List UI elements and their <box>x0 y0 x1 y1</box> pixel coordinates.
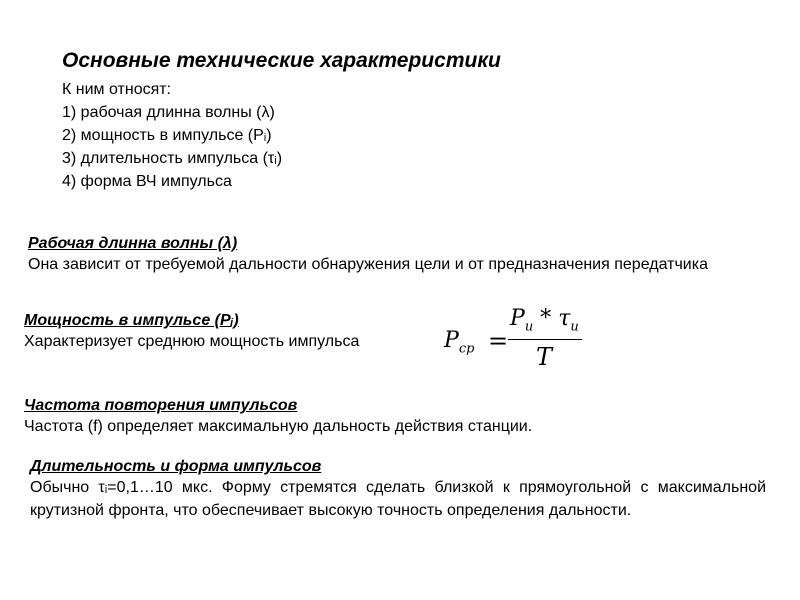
page-title: Основные технические характеристики <box>62 49 501 72</box>
formula-equals: = <box>488 327 509 355</box>
formula-lhs: $P_{ср}$ <box>444 328 475 357</box>
intro-list <box>62 78 282 193</box>
section-text: Она зависит от требуемой дальности обнаружения цели и от предназначения передатчика <box>28 256 708 273</box>
list-item: 3) длительность импульса (τᵢ) <box>62 150 283 167</box>
section-text: Обычно τᵢ=0,1…10 мкс. Форму стремятся сделать близкой к прямоугольной с максимальной крутизной фронта, что обеспечивает высокую точность определения дальности. <box>30 479 766 519</box>
formula-numerator: $P_и * \tau_и$ <box>510 306 579 335</box>
section-heading: Мощность в импульсе (Рᵢ) <box>24 312 239 329</box>
list-item: 1) рабочая длинна волны (λ) <box>62 104 275 121</box>
intro-lead: К ним относят: <box>62 81 172 98</box>
average-power-formula <box>440 306 590 376</box>
section-text: Характеризует среднюю мощность импульса <box>24 333 360 350</box>
section-duration-shape <box>30 458 766 522</box>
section-heading: Рабочая длинна волны (λ) <box>28 235 238 252</box>
section-repetition <box>24 397 724 438</box>
list-item: 2) мощность в импульсе (Рᵢ) <box>62 127 272 144</box>
section-wavelength <box>28 235 728 276</box>
section-heading: Частота повторения импульсов <box>24 397 298 414</box>
fraction-bar <box>508 339 582 340</box>
formula-denominator: T <box>536 343 553 371</box>
section-heading: Длительность и форма импульсов <box>30 458 322 475</box>
section-text: Частота (f) определяет максимальную дальность действия станции. <box>24 418 533 435</box>
list-item: 4) форма ВЧ импульса <box>62 173 232 190</box>
section-pulse-power <box>24 312 424 353</box>
